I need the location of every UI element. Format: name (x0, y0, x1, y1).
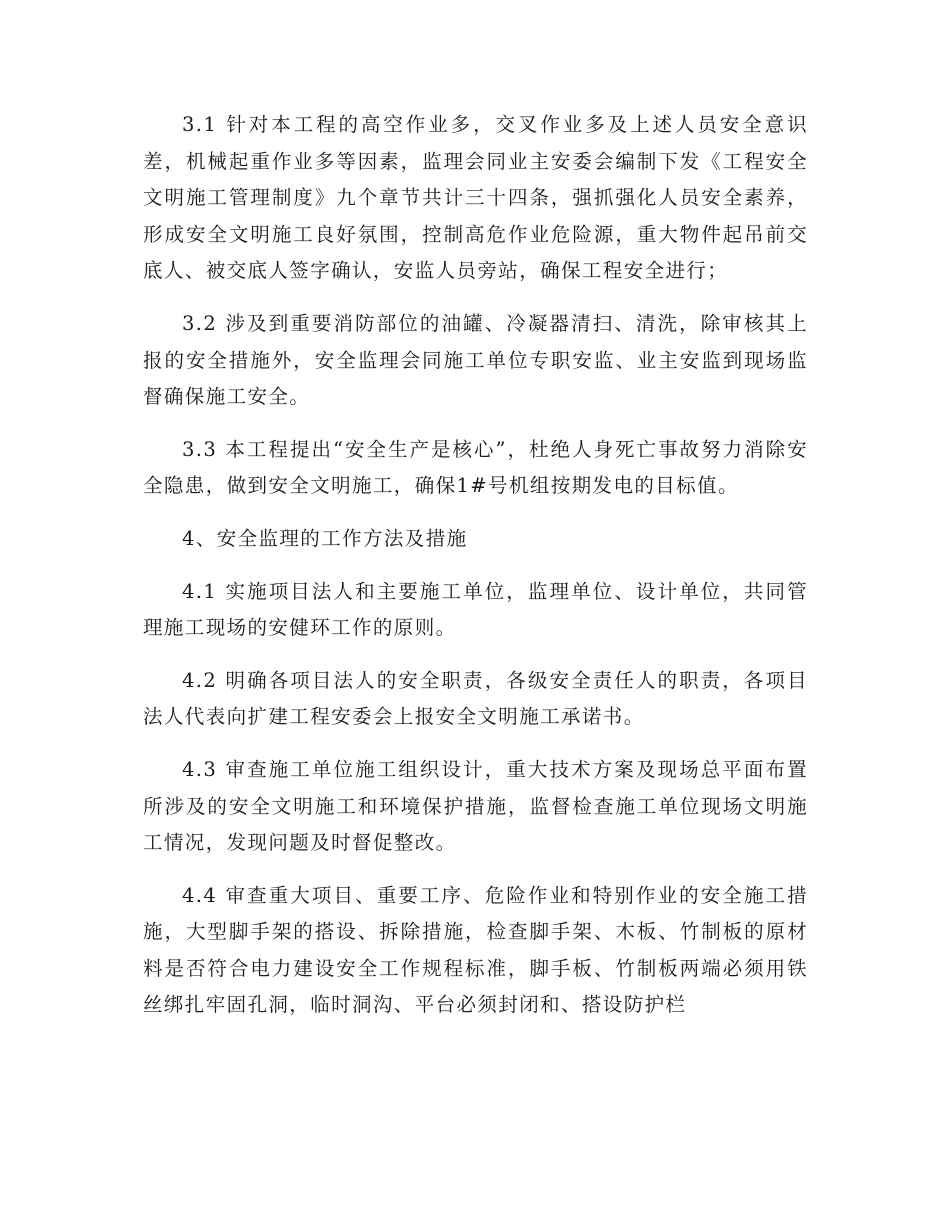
paragraph-3-1: 3.1 针对本工程的高空作业多，交叉作业多及上述人员安全意识差，机械起重作业多等因素，监理会同业主安委会编制下发《工程安全文明施工管理制度》九个章节共计三十四条，强抓强化人员安全素养，形成安全文明施工良好氛围，控制高危作业危险源，重大物件起吊前交底人、被交底人签字确认，安监人员旁站，确保工程安全进行； (143, 113, 808, 283)
document-page (143, 107, 808, 1040)
section-heading-4: 4、安全监理的工作方法及措施 (182, 526, 468, 550)
paragraph-4-1: 4.1 实施项目法人和主要施工单位，监理单位、设计单位，共同管理施工现场的安健环工作的原则。 (143, 579, 808, 640)
paragraph-4-2: 4.2 明确各项目法人的安全职责，各级安全责任人的职责，各项目法人代表向扩建工程安委会上报安全文明施工承诺书。 (143, 668, 808, 729)
paragraph-4-4: 4.4 审查重大项目、重要工序、危险作业和特别作业的安全施工措施，大型脚手架的搭设、拆除措施，检查脚手架、木板、竹制板的原材料是否符合电力建设安全工作规程标准，脚手板、竹制板两端必须用铁丝绑扎牢固孔洞，临时洞沟、平台必须封闭和、搭设防护栏 (143, 883, 808, 1017)
paragraph-3-3: 3.3 本工程提出“安全生产是核心”，杜绝人身死亡事故努力消除安全隐患，做到安全文明施工，确保1#号机组按期发电的目标值。 (143, 437, 808, 498)
paragraph-3-2: 3.2 涉及到重要消防部位的油罐、冷凝器清扫、清洗，除审核其上报的安全措施外，安全监理会同施工单位专职安监、业主安监到现场监督确保施工安全。 (143, 311, 808, 409)
paragraph-4-3: 4.3 审查施工单位施工组织设计，重大技术方案及现场总平面布置所涉及的安全文明施工和环境保护措施，监督检查施工单位现场文明施工情况，发现问题及时督促整改。 (143, 757, 808, 855)
